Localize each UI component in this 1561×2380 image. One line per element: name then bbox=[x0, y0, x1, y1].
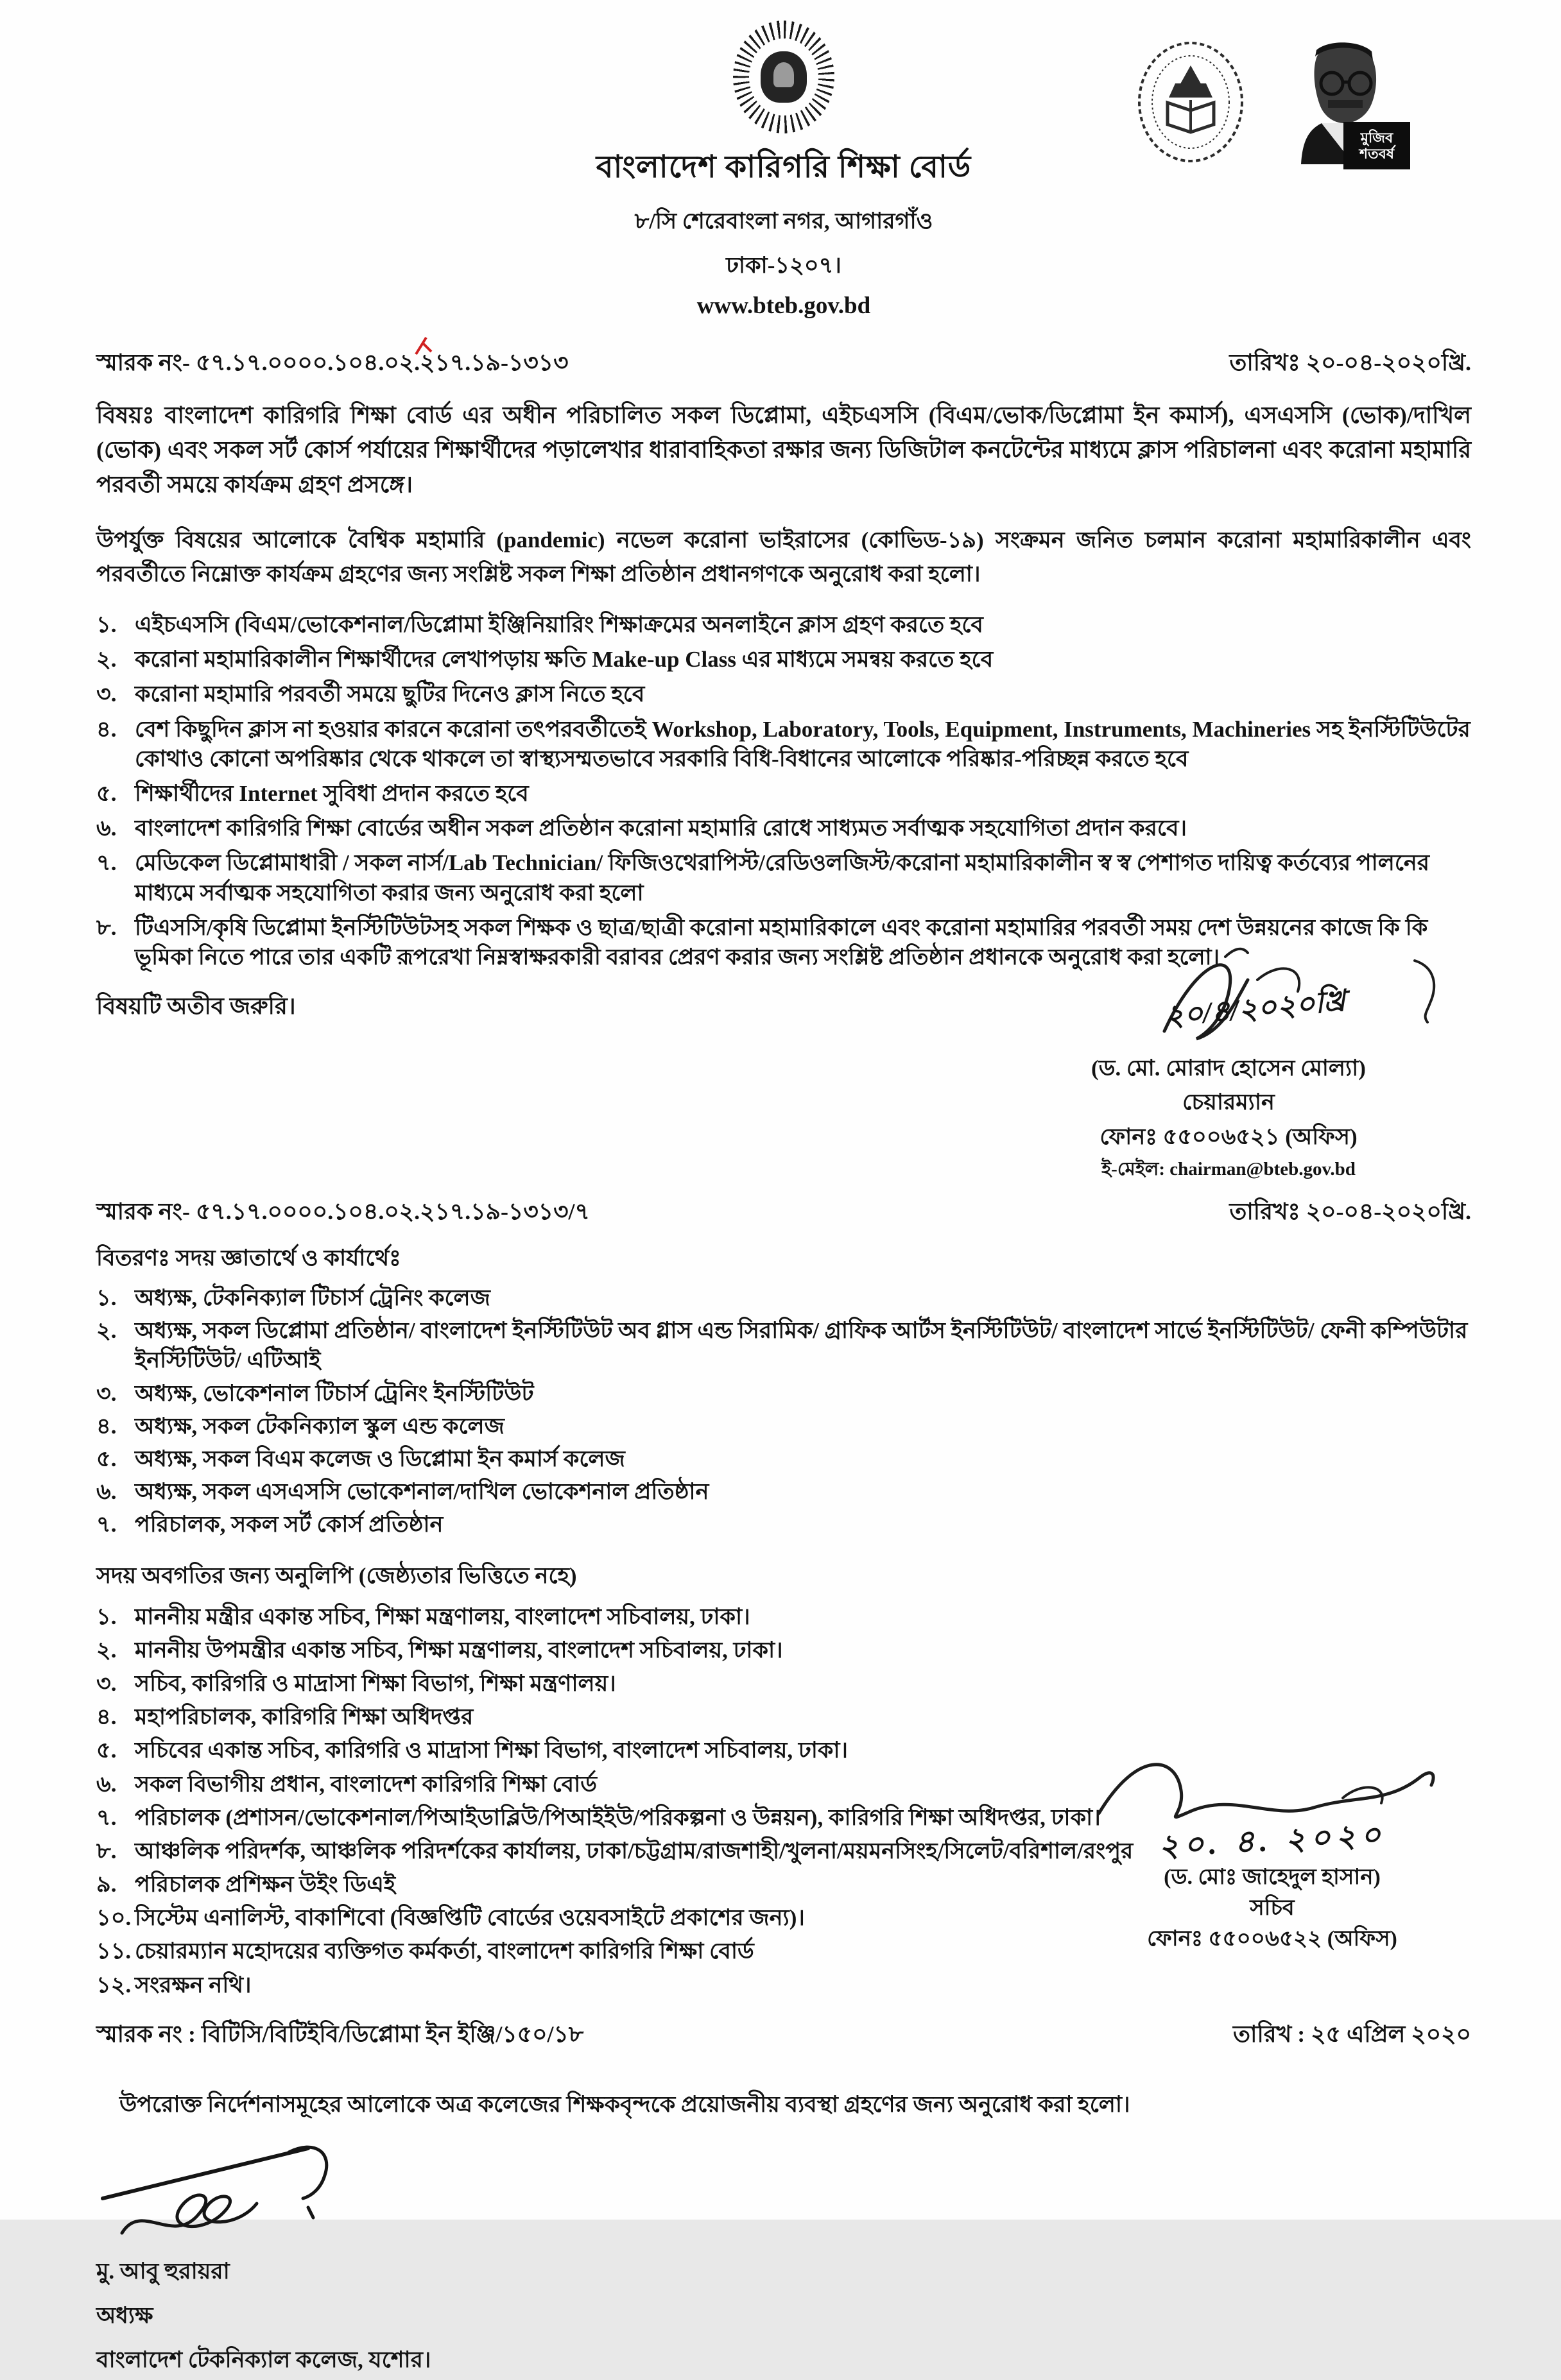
memo3-number: স্মারক নং : বিটিসি/বিটিইবি/ডিপ্লোমা ইন ইঞ্জি/১৫০/১৮ bbox=[96, 2021, 584, 2047]
memo1-date: তারিখঃ ২০-০৪-২০২০খ্রি. bbox=[1229, 350, 1471, 375]
directive-item: ২. করোনা মহামারিকালীন শিক্ষার্থীদের লেখাপড়ায় ক্ষতি Make-up Class এর মাধ্যমে সমন্বয় করতে হবে bbox=[96, 647, 994, 672]
directive-item: ৭. মেডিকেল ডিপ্লোমাধারী / সকল নার্স/Lab Technician/ ফিজিওথেরাপিস্ট/রেডিওলজিস্ট/করোনা মহামারিকালীন স্ব স্ব পেশাগত দায়িত্ব কর্তব্যের পালনের মাধ্যমে সর্বাত্মক সহযোগিতা করার জন্য অনুরোধ করা হলো bbox=[96, 850, 1430, 905]
urgent-note: বিষয়টি অতীব জরুরি। bbox=[96, 993, 296, 1020]
cc-item: ৪. মহাপরিচালক, কারিগরি শিক্ষা অধিদপ্তর bbox=[96, 1704, 474, 1730]
mujib-100-badge bbox=[1343, 122, 1410, 169]
distribution-item: ২. অধ্যক্ষ, সকল ডিপ্লোমা প্রতিষ্ঠান/ বাংলাদেশ ইনস্টিটিউট অব গ্লাস এন্ড সিরামিক/ গ্রাফিক আর্টস ইনস্টিটিউট/ বাংলাদেশ সার্ভে ইনস্টিটিউট/ ফেনী কম্পিউটার ইনস্টিটিউট/ এটিআই bbox=[96, 1318, 1468, 1373]
secretary-signature bbox=[1080, 1736, 1465, 1826]
memo3-row bbox=[96, 2017, 1471, 2055]
cc-item: ২. মাননীয় উপমন্ত্রীর একান্ত সচিব, শিক্ষা মন্ত্রণালয়, বাংলাদেশ সচিবালয়, ঢাকা। bbox=[96, 1637, 783, 1663]
cc-heading: সদয় অবগতির জন্য অনুলিপি (জেষ্ঠ্যতার ভিত্তিতে নহে) bbox=[96, 1562, 577, 1588]
memo2-number: স্মারক নং- ৫৭.১৭.০০০০.১০৪.০২.২১৭.১৯-১৩১৩/৭ bbox=[96, 1199, 590, 1225]
memo2-date: তারিখঃ ২০-০৪-২০২০খ্রি. bbox=[1229, 1199, 1471, 1225]
principal-name: মু. আবু হুরায়রা bbox=[96, 2258, 230, 2284]
cc-item: ১১. চেয়ারম্যান মহোদয়ের ব্যক্তিগত কর্মকর্তা, বাংলাদেশ কারিগরি শিক্ষা বোর্ড bbox=[96, 1939, 754, 1964]
cc-item: ১. মাননীয় মন্ত্রীর একান্ত সচিব, শিক্ষা মন্ত্রণালয়, বাংলাদেশ সচিবালয়, ঢাকা। bbox=[96, 1604, 750, 1629]
cc-item: ৮. আঞ্চলিক পরিদর্শক, আঞ্চলিক পরিদর্শকের কার্যালয়, ঢাকা/চট্টগ্রাম/রাজশাহী/খুলনা/ময়মনসিংহ/সিলেট/বরিশাল/রংপুর bbox=[96, 1838, 1134, 1863]
secretary-name: (ড. মোঃ জাহেদুল হাসান) bbox=[1164, 1865, 1381, 1889]
principal-institution: বাংলাদেশ টেকনিক্যাল কলেজ, যশোর। bbox=[96, 2347, 431, 2372]
intro-paragraph: উপর্যুক্ত বিষয়ের আলোকে বৈশ্বিক মহামারি (pandemic) নভেল করোনা ভাইরাসের (কোভিড-১৯) সংক্রমন জনিত চলমান করোনা মহামারিকালীন এবং পরবর্তীতে নিম্নোক্ত কার্যক্রম গ্রহণের জন্য সংশ্লিষ্ট সকল শিক্ষা প্রতিষ্ঠান প্রধানগণকে অনুরোধ করা হলো। bbox=[96, 527, 1471, 586]
principal-signature bbox=[96, 2137, 1471, 2247]
principal-block bbox=[96, 2137, 1471, 2380]
distribution-item: ৬. অধ্যক্ষ, সকল এসএসসি ভোকেশনাল/দাখিল ভোকেশনাল প্রতিষ্ঠান bbox=[96, 1479, 709, 1505]
directive-item: ৫. শিক্ষার্থীদের Internet সুবিধা প্রদান করতে হবে bbox=[96, 780, 529, 806]
memo3-date: তারিখ : ২৫ এপ্রিল ২০২০ bbox=[1233, 2021, 1471, 2047]
chairman-block bbox=[1004, 941, 1453, 1182]
chairman-name: (ড. মো. মোরাদ হোসেন মোল্যা) bbox=[1091, 1056, 1366, 1081]
cc-item: ১২. সংরক্ষন নথি। bbox=[96, 1972, 252, 1998]
chairman-signature-block bbox=[96, 977, 1471, 1194]
education-board-seal-icon bbox=[1135, 39, 1246, 166]
chairman-email: ই-মেইল: chairman@bteb.gov.bd bbox=[1101, 1158, 1356, 1179]
memo1-number-wrap bbox=[96, 345, 569, 384]
secretary-designation: সচিব bbox=[1250, 1896, 1295, 1921]
secretary-handwritten-date: ২০. ৪. ২০২০ bbox=[1157, 1817, 1387, 1863]
chairman-designation: চেয়ারম্যান bbox=[1182, 1090, 1275, 1115]
chairman-signature bbox=[1004, 941, 1453, 1049]
distribution-list bbox=[96, 1283, 1471, 1540]
cc-section bbox=[96, 1558, 1471, 2000]
org-address-line1: ৮/সি শেরেবাংলা নগর, আগারগাঁও bbox=[634, 209, 933, 234]
mujib-100-badge-text: মুজিব শতবর্ষ bbox=[1359, 129, 1394, 162]
cc-item: ৫. সচিবের একান্ত সচিব, কারিগরি ও মাদ্রাসা শিক্ষা বিভাগ, বাংলাদেশ সচিবালয়, ঢাকা। bbox=[96, 1738, 848, 1763]
distribution-item: ১. অধ্যক্ষ, টেকনিক্যাল টিচার্স ট্রেনিং কলেজ bbox=[96, 1285, 490, 1311]
red-check-mark bbox=[412, 335, 438, 361]
cc-item: ১০. সিস্টেম এনালিস্ট, বাকাশিবো (বিজ্ঞপ্তিটি বোর্ডের ওয়েবসাইটে প্রকাশের জন্য)। bbox=[96, 1905, 805, 1931]
directive-item: ৪. বেশ কিছুদিন ক্লাস না হওয়ার কারনে করোনা তৎপরবর্তীতেই Workshop, Laboratory, Tools, Equipment, Instruments, Machineries সহ ইনস্টিটিউটের কোথাও কোনো অপরিষ্কার থেকে থাকলে তা স্বাস্থ্যসম্মতভাবে সরকারি বিধি-বিধানের আলোকে পরিষ্কার-পরিচ্ছন্ন করতে হবে bbox=[96, 716, 1470, 771]
chairman-handwritten-date: ২০/৪/২০২০খ্রি bbox=[1163, 984, 1347, 1033]
cc-item: ৭. পরিচালক (প্রশাসন/ভোকেশনাল/পিআইডাব্লিউ/পিআইইউ/পরিকল্পনা ও উন্নয়ন), কারিগরি শিক্ষা অধিদপ্তর, ঢাকা। bbox=[96, 1804, 1101, 1830]
cc-item: ৯. পরিচালক প্রশিক্ষন উইং ডিএই bbox=[96, 1872, 396, 1897]
directive-item: ৮. টিএসসি/কৃষি ডিপ্লোমা ইনস্টিটিউটসহ সকল শিক্ষক ও ছাত্র/ছাত্রী করোনা মহামারিকালে এবং করোনা মহামারির পরবর্তী সময় দেশ উন্নয়নের কাজে কি কি ভূমিকা নিতে পারে তার একটি রূপরেখা নিম্নস্বাক্ষরকারী বরাবর প্রেরণ করার জন্য সংশ্লিষ্ট প্রতিষ্ঠান প্রধানকে অনুরোধ করা হলো। bbox=[96, 914, 1428, 970]
memo1-number: স্মারক নং- ৫৭.১৭.০০০০.১০৪.০২.২১৭.১৯-১৩১৩ bbox=[96, 350, 569, 375]
secretary-phone: ফোনঃ ৫৫০০৬৫২২ (অফিস) bbox=[1147, 1927, 1397, 1951]
secretary-block bbox=[1080, 1736, 1465, 1954]
directive-list bbox=[96, 610, 1471, 972]
distribution-item: ৭. পরিচালক, সকল সর্ট কোর্স প্রতিষ্ঠান bbox=[96, 1512, 444, 1537]
org-address-line2: ঢাকা-১২০৭। bbox=[726, 253, 841, 278]
distribution-item: ৩. অধ্যক্ষ, ভোকেশনাল টিচার্স ট্রেনিং ইনস্টিটিউট bbox=[96, 1380, 534, 1406]
closing-paragraph: উপরোক্ত নির্দেশনাসমূহের আলোকে অত্র কলেজের শিক্ষকবৃন্দকে প্রয়োজনীয় ব্যবস্থা গ্রহণের জন্য অনুরোধ করা হলো। bbox=[119, 2091, 1130, 2117]
letterhead bbox=[96, 21, 1471, 320]
directive-item: ১. এইচএসসি (বিএম/ভোকেশনাল/ডিপ্লোমা ইঞ্জিনিয়ারিং শিক্ষাক্রমের অনলাইনে ক্লাস গ্রহণ করতে হবে bbox=[96, 612, 983, 637]
cc-item: ৬. সকল বিভাগীয় প্রধান, বাংলাদেশ কারিগরি শিক্ষা বোর্ড bbox=[96, 1771, 598, 1797]
org-website: www.bteb.gov.bd bbox=[696, 293, 871, 319]
directive-item: ৬. বাংলাদেশ কারিগরি শিক্ষা বোর্ডের অধীন সকল প্রতিষ্ঠান করোনা মহামারি রোধে সাধ্যমত সর্বাত্মক সহযোগিতা প্রদান করবে। bbox=[96, 816, 1187, 841]
memo1-row bbox=[96, 345, 1471, 384]
bteb-sunburst-seal-icon bbox=[733, 21, 834, 133]
header-logos bbox=[1135, 39, 1410, 187]
directive-item: ৩. করোনা মহামারি পরবর্তী সময়ে ছুটির দিনেও ক্লাস নিতে হবে bbox=[96, 681, 645, 707]
cc-item: ৩. সচিব, কারিগরি ও মাদ্রাসা শিক্ষা বিভাগ, শিক্ষা মন্ত্রণালয়। bbox=[96, 1670, 616, 1696]
memo2-row bbox=[96, 1194, 1471, 1233]
distribution-heading: বিতরণঃ সদয় জ্ঞাতার্থে ও কার্যার্থেঃ bbox=[96, 1246, 401, 1271]
distribution-item: ৫. অধ্যক্ষ, সকল বিএম কলেজ ও ডিপ্লোমা ইন কমার্স কলেজ bbox=[96, 1446, 625, 1471]
org-name: বাংলাদেশ কারিগরি শিক্ষা বোর্ড bbox=[596, 150, 972, 184]
mujib-100-logo bbox=[1283, 39, 1410, 187]
principal-designation: অধ্যক্ষ bbox=[96, 2302, 153, 2328]
subject-line: বিষয়ঃ বাংলাদেশ কারিগরি শিক্ষা বোর্ড এর অধীন পরিচালিত সকল ডিপ্লোমা, এইচএসসি (বিএম/ভোক/ডিপ্লোমা ইন কমার্স), এসএসসি (ভোক)/দাখিল (ভোক) এবং সকল সর্ট কোর্স পর্যায়ের শিক্ষার্থীদের পড়ালেখার ধারাবাহিকতা রক্ষার জন্য ডিজিটাল কনটেন্টের মাধ্যমে ক্লাস পরিচালনা এবং করোনা মহামারি পরবর্তী সময়ে কার্যক্রম গ্রহণ প্রসঙ্গে। bbox=[96, 402, 1471, 497]
distribution-item: ৪. অধ্যক্ষ, সকল টেকনিক্যাল স্কুল এন্ড কলেজ bbox=[96, 1413, 505, 1439]
chairman-phone: ফোনঃ ৫৫০০৬৫২১ (অফিস) bbox=[1100, 1124, 1358, 1149]
